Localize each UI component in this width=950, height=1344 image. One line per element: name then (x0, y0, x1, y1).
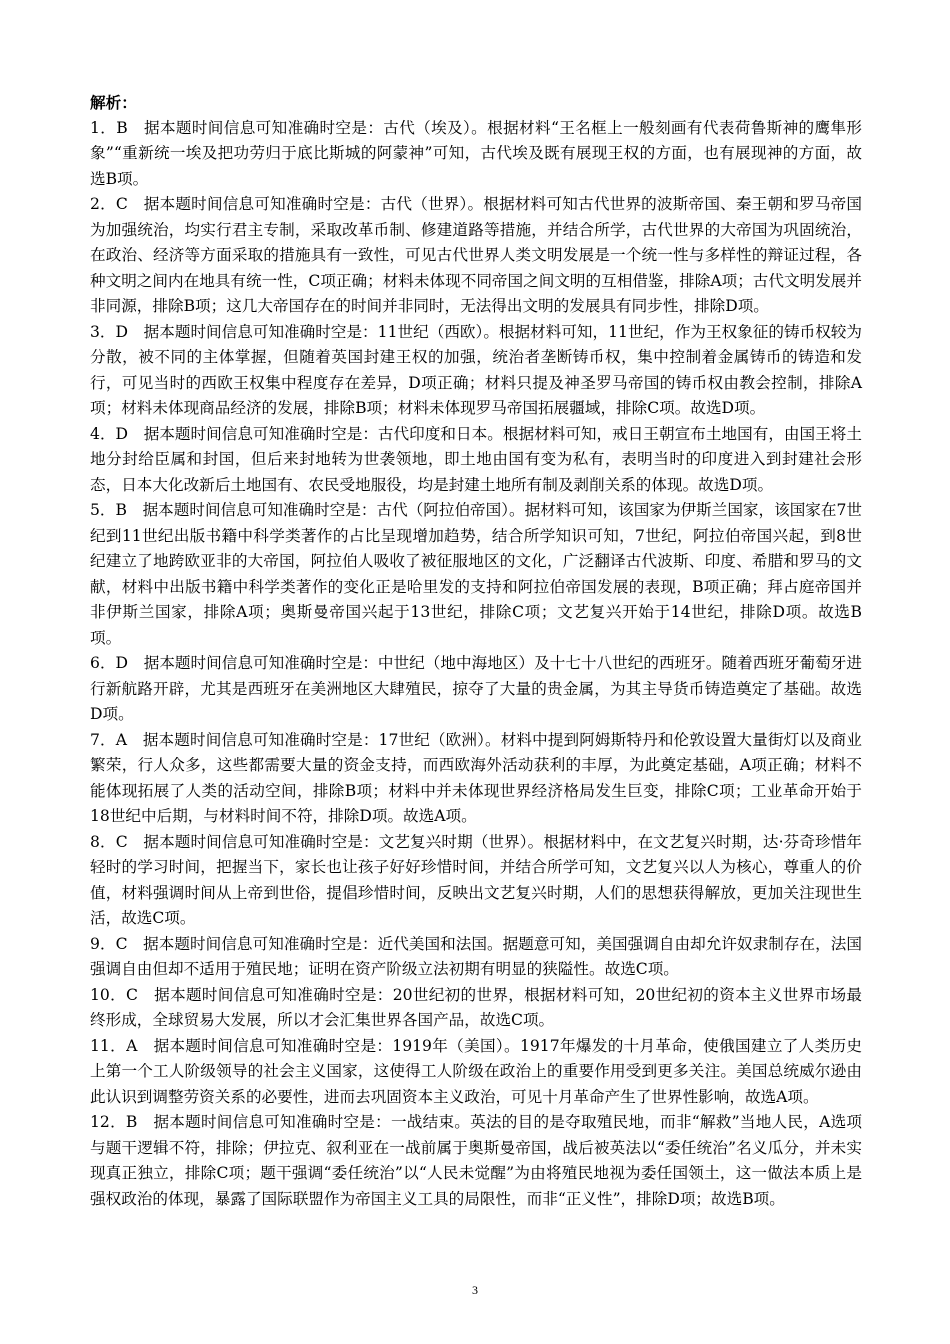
answer-item-7: 7．A 据本题时间信息可知准确时空是：17世纪（欧洲）。材料中提到阿姆斯特丹和伦敦设置大量街灯以及商业繁荣，行人众多，这些都需要大量的资金支持，而西欧海外活动获利的丰厚，为此奠定基础，A项正确；材料不能体现拓展了人类的活动空间，排除B项；材料中并未体现世界经济格局发生巨变，排除C项；工业革命开始于18世纪中后期，与材料时间不符，排除D项。故选A项。 (90, 730, 862, 825)
page-number: 3 (472, 1283, 478, 1297)
answer-item-11: 11．A 据本题时间信息可知准确时空是：1919年（美国）。1917年爆发的十月革命，使俄国建立了人类历史上第一个工人阶级领导的社会主义国家，这使得工人阶级在政治上的重要作用受到更多关注。美国总统威尔逊由此认识到调整劳资关系的必要性，进而去巩固资本主义政治，可见十月革命产生了世界性影响，故选A项。 (90, 1036, 862, 1106)
answer-item-6: 6．D 据本题时间信息可知准确时空是：中世纪（地中海地区）及十七十八世纪的西班牙。随着西班牙葡萄牙进行新航路开辟，尤其是西班牙在美洲地区大肆殖民，掠夺了大量的贵金属，为其主导货币铸造奠定了基础。故选D项。 (90, 654, 862, 723)
answer-analysis (90, 90, 862, 1212)
answer-item-5: 5．B 据本题时间信息可知准确时空是：古代（阿拉伯帝国）。据材料可知，该国家为伊斯兰国家，该国家在7世纪到11世纪出版书籍中科学类著作的占比呈现增加趋势，结合所学知识可知，7世纪，阿拉伯帝国兴起，到8世纪建立了地跨欧亚非的大帝国，阿拉伯人吸收了被征服地区的文化，广泛翻译古代波斯、印度、希腊和罗马的文献，材料中出版书籍中科学类著作的变化正是哈里发的支持和阿拉伯帝国发展的表现，B项正确；拜占庭帝国并非伊斯兰国家，排除A项；奥斯曼帝国兴起于13世纪，排除C项；文艺复兴开始于14世纪，排除D项。故选B项。 (90, 501, 863, 647)
section-heading: 解析： (90, 93, 137, 112)
answer-item-2: 2．C 据本题时间信息可知准确时空是：古代（世界）。根据材料可知古代世界的波斯帝国、秦王朝和罗马帝国为加强统治，均实行君主专制，采取改革币制、修建道路等措施，并结合所学，古代世界的大帝国为巩固统治，在政治、经济等方面采取的措施具有一致性，可见古代世界人类文明发展是一个统一性与多样性的辩证过程，各种文明之间内在地具有统一性，C项正确；材料未体现不同帝国之间文明的互相借鉴，排除A项；古代文明发展并非同源，排除B项；这几大帝国存在的时间并非同时，无法得出文明的发展具有同步性，排除D项。 (90, 195, 862, 315)
answer-item-8: 8．C 据本题时间信息可知准确时空是：文艺复兴时期（世界）。根据材料中，在文艺复兴时期，达·芬奇珍惜年轻时的学习时间，把握当下，家长也让孩子好好珍惜时间，并结合所学可知，文艺复兴以人为核心，尊重人的价值，材料强调时间从上帝到世俗，提倡珍惜时间，反映出文艺复兴时期，人们的思想获得解放，更加关注现世生活，故选C项。 (90, 832, 862, 927)
answer-item-4: 4．D 据本题时间信息可知准确时空是：古代印度和日本。根据材料可知，戒日王朝宣布土地国有，由国王将土地分封给臣属和封国，但后来封地转为世袭领地，即土地由国有变为私有，表明当时的印度进入到封建社会形态，日本大化改新后土地国有、农民受地服役，均是封建土地所有制及剥削关系的体现。故选D项。 (90, 424, 862, 494)
answer-item-3: 3．D 据本题时间信息可知准确时空是：11世纪（西欧）。根据材料可知，11世纪，作为王权象征的铸币权较为分散，被不同的主体掌握，但随着英国封建王权的加强，统治者垄断铸币权，集中控制着金属铸币的铸造和发行，可见当时的西欧王权集中程度存在差异，D项正确；材料只提及神圣罗马帝国的铸币权由教会控制，排除A项；材料未体现商品经济的发展，排除B项；材料未体现罗马帝国拓展疆域，排除C项。故选D项。 (90, 322, 862, 417)
answer-item-12: 12．B 据本题时间信息可知准确时空是：一战结束。英法的目的是夺取殖民地，而非“解救”当地人民，A选项与题干逻辑不符，排除；伊拉克、叙利亚在一战前属于奥斯曼帝国，战后被英法以“委任统治”名义瓜分，并未实现真正独立，排除C项；题干强调“委任统治”以“人民未觉醒”为由将殖民地视为委任国领土，这一做法本质上是强权政治的体现，暴露了国际联盟作为帝国主义工具的局限性，而非“正义性”，排除D项；故选B项。 (90, 1113, 862, 1208)
answer-item-10: 10．C 据本题时间信息可知准确时空是：20世纪初的世界，根据材料可知，20世纪初的资本主义世界市场最终形成，全球贸易大发展，所以才会汇集世界各国产品，故选C项。 (90, 985, 862, 1029)
answer-item-1: 1．B 据本题时间信息可知准确时空是：古代（埃及）。根据材料“王名框上一般刻画有代表荷鲁斯神的鹰隼形象”“重新统一埃及把功劳归于底比斯城的阿蒙神”可知，古代埃及既有展现王权的方面，也有展现神的方面，故选B项。 (90, 118, 862, 188)
answer-item-9: 9．C 据本题时间信息可知准确时空是：近代美国和法国。据题意可知，美国强调自由却允许奴隶制存在，法国强调自由但却不适用于殖民地；证明在资产阶级立法初期有明显的狭隘性。故选C项。 (90, 934, 862, 978)
